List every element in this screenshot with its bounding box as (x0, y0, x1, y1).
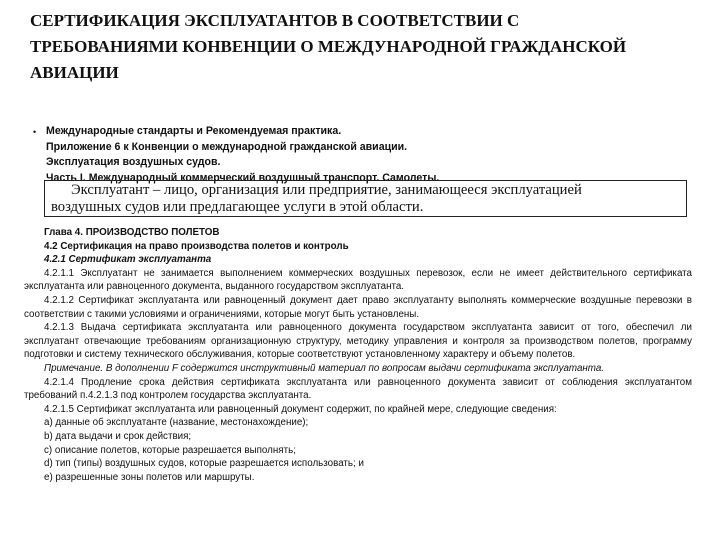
list-item: а) данные об эксплуатанте (название, местонахождение); (44, 417, 309, 429)
list-item: c) описание полетов, которые разрешается выполнять; (44, 444, 296, 456)
definition-line: воздушных судов или предлагающее услуги в этой области. (51, 199, 424, 215)
definition-line (51, 182, 680, 199)
bullet-icon: • (33, 127, 37, 137)
paragraph-4-2-1-5: 4.2.1.5 Сертификат эксплуатанта или равноценный документ содержит, по крайней мере, следующие сведения: (44, 403, 557, 415)
page-title (30, 8, 700, 86)
definition-text: – лицо, организация или предприятие, занимающееся эксплуатацией (149, 182, 582, 198)
standards-line: Приложение 6 к Конвенции о международной гражданской авиации. (46, 140, 408, 153)
list-item: d) тип (типы) воздушных судов, которые разрешается использовать; и (44, 458, 364, 470)
title-line: СЕРТИФИКАЦИЯ ЭКСПЛУАТАНТОВ В СООТВЕТСТВИИ С (30, 11, 520, 30)
paragraph-4-2-1-4: 4.2.1.4 Продление срока действия сертификата эксплуатанта или равноценного документа зависит от соблюдения эксплуатантом требований п.4.2.1.3 под контролем государства эксплуатанта. (24, 376, 692, 402)
paragraph-4-2-1-1: 4.2.1.1 Эксплуатант не занимается выполнением коммерческих воздушных перевозок, если не имеет действительного сертификата эксплуатанта или равноценного документа, выданного государством эксплуатанта. (24, 267, 692, 293)
note-paragraph: Примечание. В дополнении F содержится инструктивный материал по вопросам выдачи сертификата эксплуатанта. (44, 362, 605, 374)
list-item: b) дата выдачи и срок действия; (44, 430, 192, 442)
definition-box (44, 180, 687, 217)
standards-line: Международные стандарты и Рекомендуемая практика. (46, 125, 342, 137)
definition-term: Эксплуатант (71, 182, 150, 198)
document-body (24, 226, 692, 484)
section-heading: 4.2 Сертификация на право производства полетов и контроль (44, 240, 349, 252)
subsection-heading: 4.2.1 Сертификат эксплуатанта (44, 254, 212, 266)
list-item: e) разрешенные зоны полетов или маршруты. (44, 471, 255, 483)
standards-reference (46, 124, 686, 186)
paragraph-4-2-1-3: 4.2.1.3 Выдача сертификата эксплуатанта или равноценного документа государством эксплуатанта зависит от того, обеспечил ли эксплуатант отвечающие требованиям организационную структуру, методику управления и контроля за производством полетов, программу подготовки и систему технического обслуживания, которые соответствуют установленному характеру и объему полетов. (24, 322, 692, 361)
paragraph-4-2-1-2: 4.2.1.2 Сертификат эксплуатанта или равноценный документ дает право эксплуатанту выполнять коммерческие воздушные перевозки в соответствии с такими условиями и ограничениями, которые могут быть установлены. (24, 294, 692, 320)
standards-line: Часть I. Международный коммерческий воздушный транспорт. Самолеты. (46, 171, 440, 184)
title-line: АВИАЦИИ (30, 63, 119, 82)
standards-line: Эксплуатация воздушных судов. (46, 156, 221, 168)
title-line: ТРЕБОВАНИЯМИ КОНВЕНЦИИ О МЕЖДУНАРОДНОЙ ГРАЖДАНСКОЙ (30, 37, 627, 56)
chapter-heading: Глава 4. ПРОИЗВОДСТВО ПОЛЕТОВ (44, 227, 220, 238)
